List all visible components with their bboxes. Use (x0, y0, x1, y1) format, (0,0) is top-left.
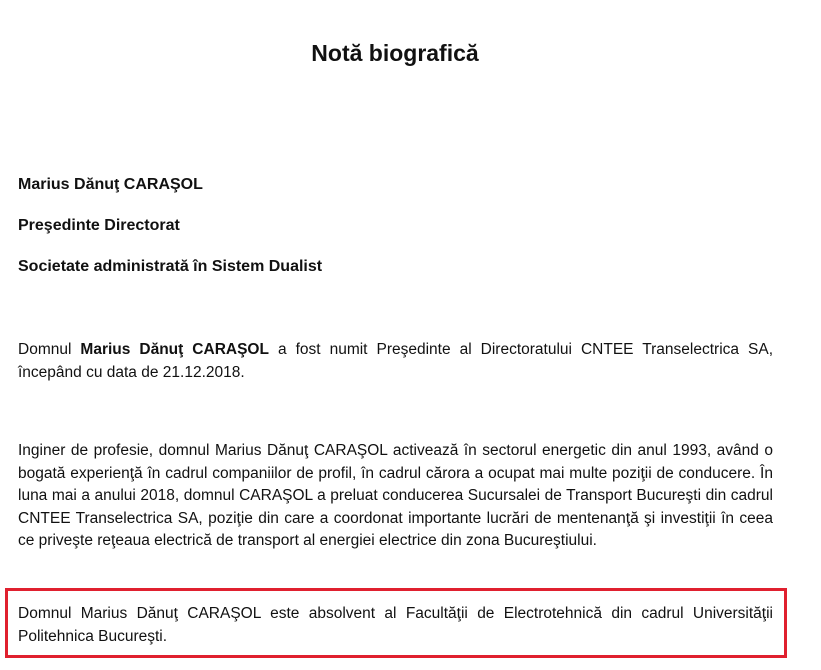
document-title: Notă biografică (311, 40, 479, 66)
person-name: Marius Dănuţ CARAŞOL (18, 176, 203, 193)
appointment-text: a fost numit Preşedinte al Directoratului CNTEE Transelectrica SA, începând cu data de 21.12.2018. (18, 341, 773, 381)
experience-paragraph: Inginer de profesie, domnul Marius Dănuţ CARAŞOL activează în sectorul energetic din anul 1993, având o bogată experienţă în cadrul companiilor de profil, în cadrul cărora a ocupat mai multe poziţii de conducere. În luna mai a anului 2018, domnul CARAŞOL a preluat conducerea Sucursalei de Transport Bucureşti din cadrul CNTEE Transelectrica SA, poziţie din care a coordonat importante lucrări de mentenanţă şi investiţii în ceea ce priveşte reţeaua electrică de transport al energiei electrice din zona Bucureştiului. (18, 442, 773, 549)
appointment-paragraph (18, 339, 773, 384)
appointment-name: Marius Dănuţ CARAŞOL (80, 341, 269, 358)
company-type: Societate administrată în Sistem Dualist (18, 258, 323, 275)
appointment-intro: Domnul (18, 341, 81, 358)
person-position: Preşedinte Directorat (18, 217, 180, 234)
education-paragraph: Domnul Marius Dănuţ CARAŞOL este absolvent al Facultăţii de Electrotehnică din cadrul Universităţii Politehnica Bucureşti. (18, 605, 773, 645)
